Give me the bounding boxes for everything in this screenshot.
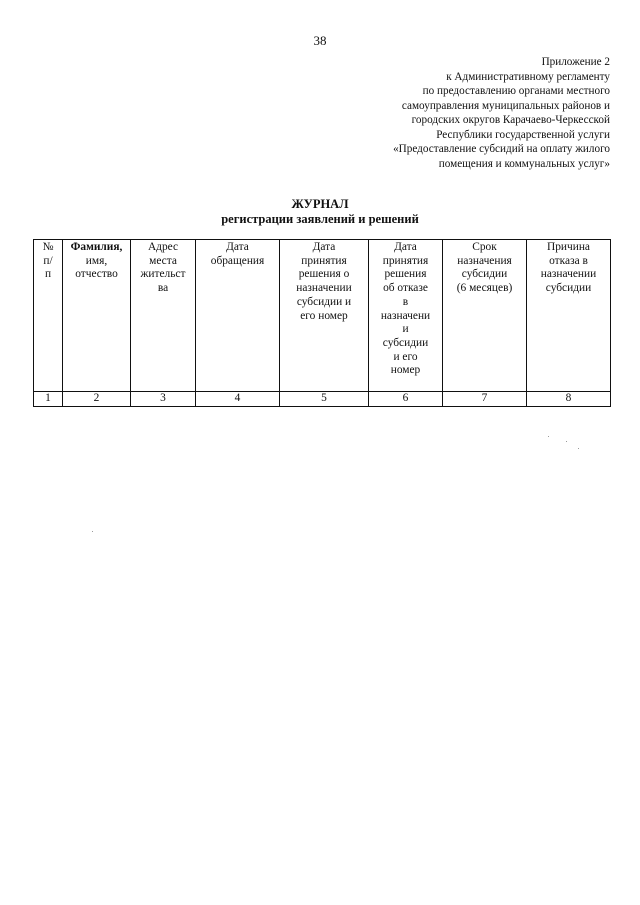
header-line: назначени — [380, 309, 431, 322]
col-header-grant-decision — [280, 240, 369, 392]
appendix-line: «Предоставление субсидий на оплату жилого — [393, 143, 610, 155]
appendix-line: помещения и коммунальных услуг» — [438, 157, 610, 170]
col-header-number — [34, 240, 63, 392]
appendix-line: к Административному регламенту — [446, 70, 610, 83]
header-line: Срок — [472, 241, 497, 253]
header-line: п — [44, 268, 52, 281]
header-line: Дата — [394, 241, 417, 253]
col-header-application-date — [196, 240, 280, 392]
column-number-cell: 5 — [280, 392, 369, 407]
header-line: (6 месяцев) — [456, 282, 513, 295]
appendix-line: самоуправления муниципальных районов и — [401, 99, 610, 112]
col-header-refusal-reason — [527, 240, 611, 392]
scan-speck — [566, 441, 567, 442]
header-line: субсидии — [545, 282, 592, 295]
page-number: 38 — [313, 33, 327, 48]
header-line: назначения — [457, 254, 512, 267]
column-number-cell: 4 — [196, 392, 280, 407]
scan-speck — [92, 531, 93, 532]
header-line: п/ — [43, 254, 53, 267]
column-number-cell: 1 — [34, 392, 63, 407]
column-number-cell: 8 — [527, 392, 611, 407]
header-line: № — [42, 241, 54, 253]
appendix-line: Приложение 2 — [541, 56, 610, 68]
col-header-subsidy-term — [443, 240, 527, 392]
header-line: места — [149, 254, 177, 267]
header-line: принятия — [382, 254, 429, 267]
col-header-full-name — [63, 240, 131, 392]
column-number-cell: 2 — [63, 392, 131, 407]
document-title — [0, 197, 640, 227]
header-line: и — [402, 323, 409, 336]
header-line: принятия — [301, 254, 347, 267]
header-line: в — [402, 295, 409, 308]
scan-speck — [548, 436, 549, 437]
col-header-address — [131, 240, 196, 392]
appendix-line: Республики государственной услуги — [436, 128, 610, 141]
header-line: решения о — [298, 268, 350, 281]
journal-table — [33, 239, 611, 407]
header-line: жительст — [140, 268, 186, 281]
header-line: решения — [384, 268, 427, 281]
column-number-row — [34, 392, 611, 407]
header-line: Дата — [312, 241, 336, 253]
header-line: имя, — [85, 254, 108, 267]
column-number-cell: 7 — [443, 392, 527, 407]
header-line: отчество — [75, 268, 118, 281]
title-subtitle: регистрации заявлений и решений — [221, 212, 419, 226]
header-line: назначении — [540, 268, 597, 281]
appendix-header — [280, 55, 610, 171]
header-line: ва — [157, 282, 169, 295]
title-main: ЖУРНАЛ — [291, 197, 349, 211]
header-line: Причина — [547, 241, 590, 253]
header-line: обращения — [210, 254, 265, 267]
header-line: субсидии — [382, 336, 429, 349]
header-line: отказа в — [549, 254, 588, 267]
header-row — [34, 240, 611, 392]
header-line: об отказе — [383, 282, 428, 295]
scan-speck — [578, 448, 579, 449]
header-line: субсидии и — [296, 295, 352, 308]
appendix-line: городских округов Карачаево-Черкесской — [411, 114, 610, 126]
header-line: номер — [390, 364, 421, 377]
header-line: его номер — [300, 309, 348, 322]
header-line: Дата — [226, 241, 249, 253]
header-line: Адрес — [147, 241, 179, 253]
header-line: назначении — [296, 282, 352, 295]
header-line: Фамилия, — [70, 241, 123, 253]
col-header-refusal-decision — [369, 240, 443, 392]
header-line: и его — [393, 350, 418, 363]
appendix-line: по предоставлению органами местного — [422, 85, 610, 97]
column-number-cell: 6 — [369, 392, 443, 407]
column-number-cell: 3 — [131, 392, 196, 407]
header-line: субсидии — [461, 268, 508, 281]
